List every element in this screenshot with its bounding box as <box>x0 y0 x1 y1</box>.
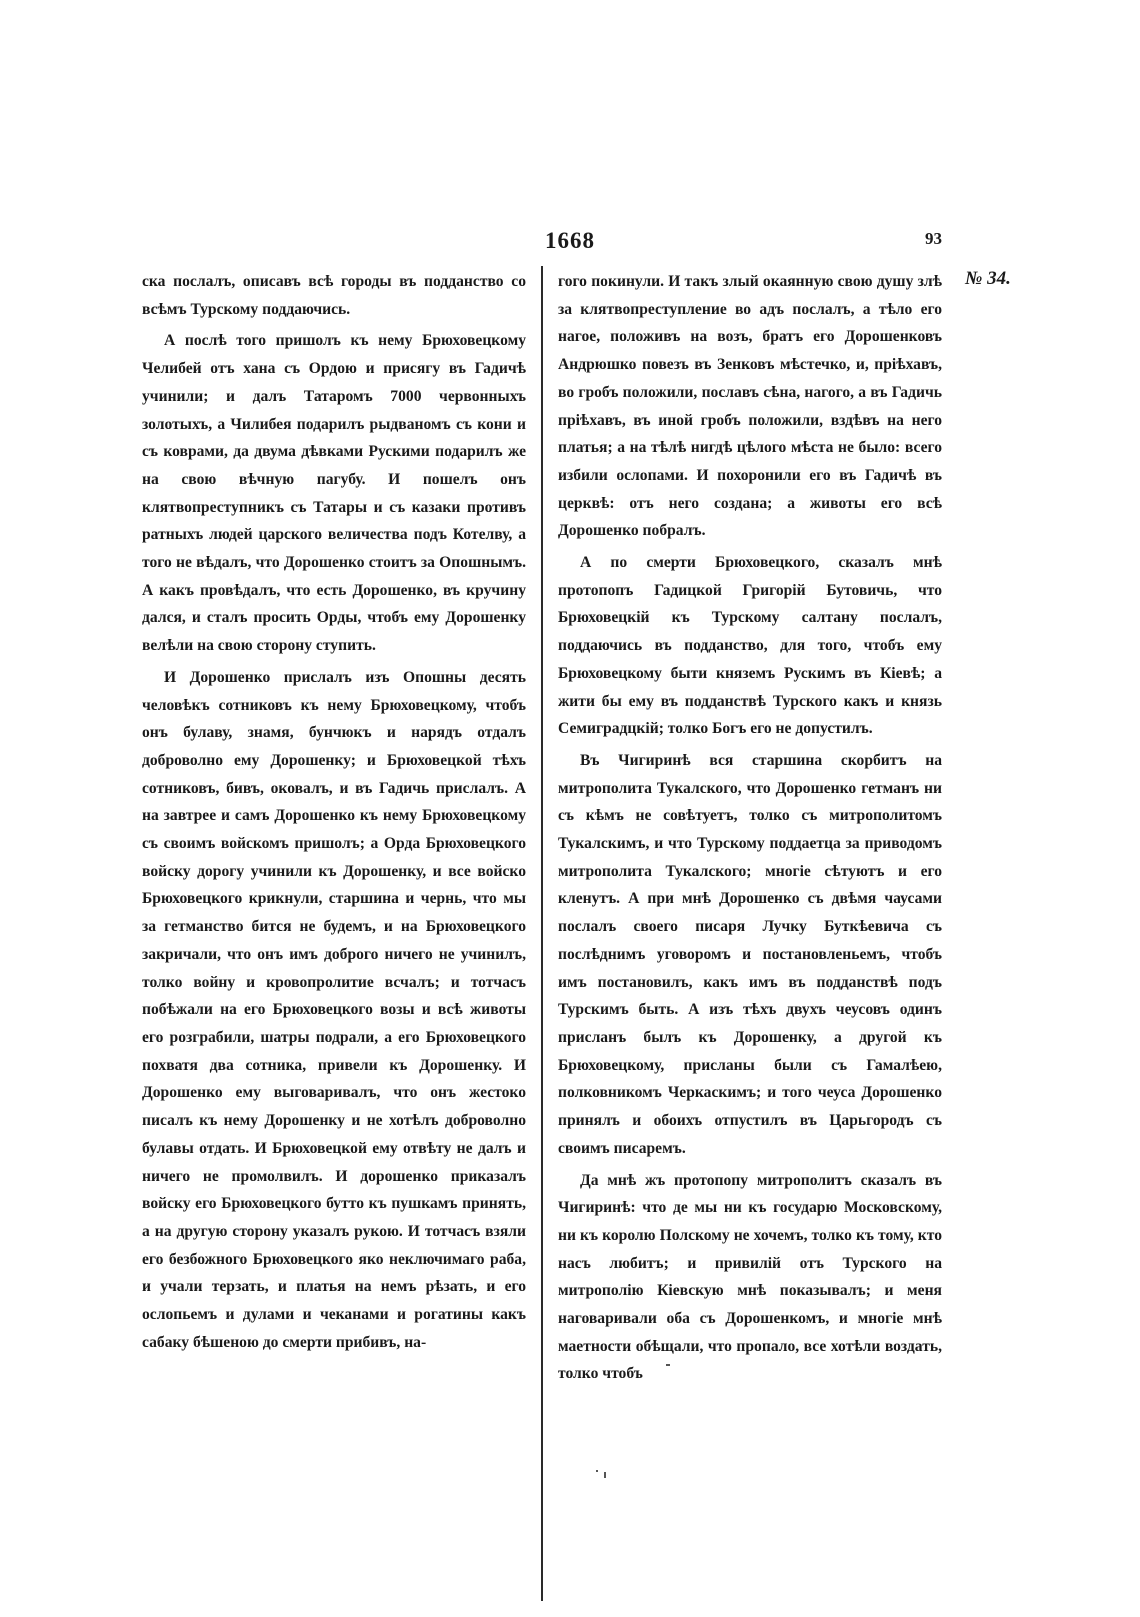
column-divider <box>541 266 543 1601</box>
document-number-marker: № 34. <box>965 268 1011 289</box>
print-speck <box>604 1472 606 1478</box>
paragraph: И Дорошенко прислалъ изъ Опошны десять человѣкъ сотниковъ къ нему Брюховецкому, чтобъ онъ булаву, знамя, бунчюкъ и нарядъ отдалъ доброволно ему Дорошенку; и Брюховецкой тѣхъ сотниковъ, бивъ, оковалъ, и въ Гадичь прислалъ. А на завтрее и самъ Дорошенко къ нему Брюховецкому съ своимъ войскомъ пришолъ; а Орда Брюховецкого войску дорогу учинили къ Дорошенку, и все войско Брюховецкого крикнули, старшина и чернь, что мы за гетманство бится не будемъ, и на Брюховецкого закричали, что онъ имъ доброго ничего не учинилъ, толко войну и кровопролитие всчалъ; и тотчасъ побѣжали на его Брюховецкого возы и всѣ животы его розграбили, шатры подрали, а его Брюховецкого похватя два сотника, привели къ Дорошенку. И Дорошенко ему выговаривалъ, что онъ жестоко писалъ къ нему Дорошенку и не хотѣлъ доброволно булавы отдать. И Брюховецкой ему отвѣту не далъ и ничего не промолвилъ. И дорошенко приказалъ войску его Брюховецкого бутто къ пушкамъ принять, а на другую сторону указалъ рукою. И тотчасъ взяли его безбожного Брюховецкого яко неключимаго раба, и учали терзать, и платья на немъ рѣзать, и его ослопьемъ и дулами и чеканами и рогатины какъ сабаку бѣшеною до смерти прибивъ, на- <box>142 668 526 1351</box>
paragraph: Въ Чигиринѣ вся старшина скорбитъ на митрополита Тукалского, что Дорошенко гетманъ ни съ кѣмъ не совѣтуетъ, толко съ митрополитомъ Тукалскимъ, и что Турскому поддаетца за приводомъ митрополита Тукалского; многiе сѣтуютъ и его кленутъ. А при мнѣ Дорошенко съ двѣмя чаусами послалъ своего писаря Лучку Буткѣевича съ послѣднимъ уговоромъ и постановленьемъ, чтобъ имъ постановилъ, какъ имъ въ подданствѣ подъ Турскимъ быть. А изъ тѣхъ двухъ чеусовъ одинъ присланъ былъ къ Дорошенку, а другой къ Брюховецкому, присланы были съ Гамалѣею, полковникомъ Черкаскимъ; и того чеуса Дорошенко принялъ и обоихъ отпустилъ въ Царьгородъ съ своимъ писаремъ. <box>558 751 942 1157</box>
paragraph: гого покинули. И такъ злый окаянную свою душу злѣ за клятвопреступление во адъ послалъ, а тѣло его нагое, положивъ на возъ, братъ его Дорошенковъ Андрюшко повезъ въ Зенковъ мѣстечко, и, прiѣхавъ, во гробъ положили, пославъ сѣна, нагого, а въ Гадичь прiѣхавъ, въ иной гробъ положили, вздѣвъ на него платья; а на тѣлѣ нигдѣ цѣлого мѣста не было: всего избили ослопами. И похоронили его въ Гадичѣ въ церквѣ: отъ него создана; а животы его всѣ Дорошенко побралъ. <box>558 273 942 540</box>
running-header-year: 1668 <box>545 228 595 253</box>
print-speck <box>666 1364 670 1366</box>
right-text-column <box>558 268 942 1392</box>
left-text-column <box>142 268 526 1360</box>
paragraph: А послѣ того пришолъ къ нему Брюховецкому Челибей отъ хана съ Ордою и присягу въ Гадичѣ учинили; и далъ Татаромъ 7000 червонныхъ золотыхъ, а Чилибея подарилъ рыдваномъ съ кони и съ коврами, да двума дѣвками Рускими подарилъ же на свою вѣчную пагубу. И пошелъ онъ клятвопреступникъ съ Татары и съ казаки противъ ратныхъ людей царского величества подъ Котелву, а того не вѣдалъ, что Дорошенко стоитъ за Опошнымъ. А какъ провѣдалъ, что есть Дорошенко, въ кручину дался, и сталъ просить Орды, чтобъ ему Дорошенку велѣли на свою сторону ступить. <box>142 332 526 655</box>
paragraph: ска послалъ, описавъ всѣ городы въ подданство со всѣмъ Турскому поддаючись. <box>142 273 526 318</box>
page-number: 93 <box>925 229 942 248</box>
print-speck <box>596 1470 598 1472</box>
paragraph: А по смерти Брюховецкого, сказалъ мнѣ протопопъ Гадицкой Григорiй Бутовичь, что Брюховецкiй къ Турскому салтану послалъ, поддаючись въ подданство, для того, чтобъ ему Брюховецкому быти княземъ Рускимъ въ Кiевѣ; а жити бы ему въ подданствѣ Турского какъ и князь Семиградцкiй; толко Богъ его не допустилъ. <box>558 554 942 738</box>
paragraph: Да мнѣ жъ протопопу митрополитъ сказалъ въ Чигиринѣ: что де мы ни къ государю Московскому, ни къ королю Полскому не хочемъ, толко къ тому, кто насъ любитъ; и привилiй отъ Турского на митрополiю Кiевскую мнѣ показывалъ; и меня наговаривали оба съ Дорошенкомъ, и многiе мнѣ маетности обѣщали, что пропало, все хотѣли воздать, толко чтобъ <box>558 1171 942 1383</box>
